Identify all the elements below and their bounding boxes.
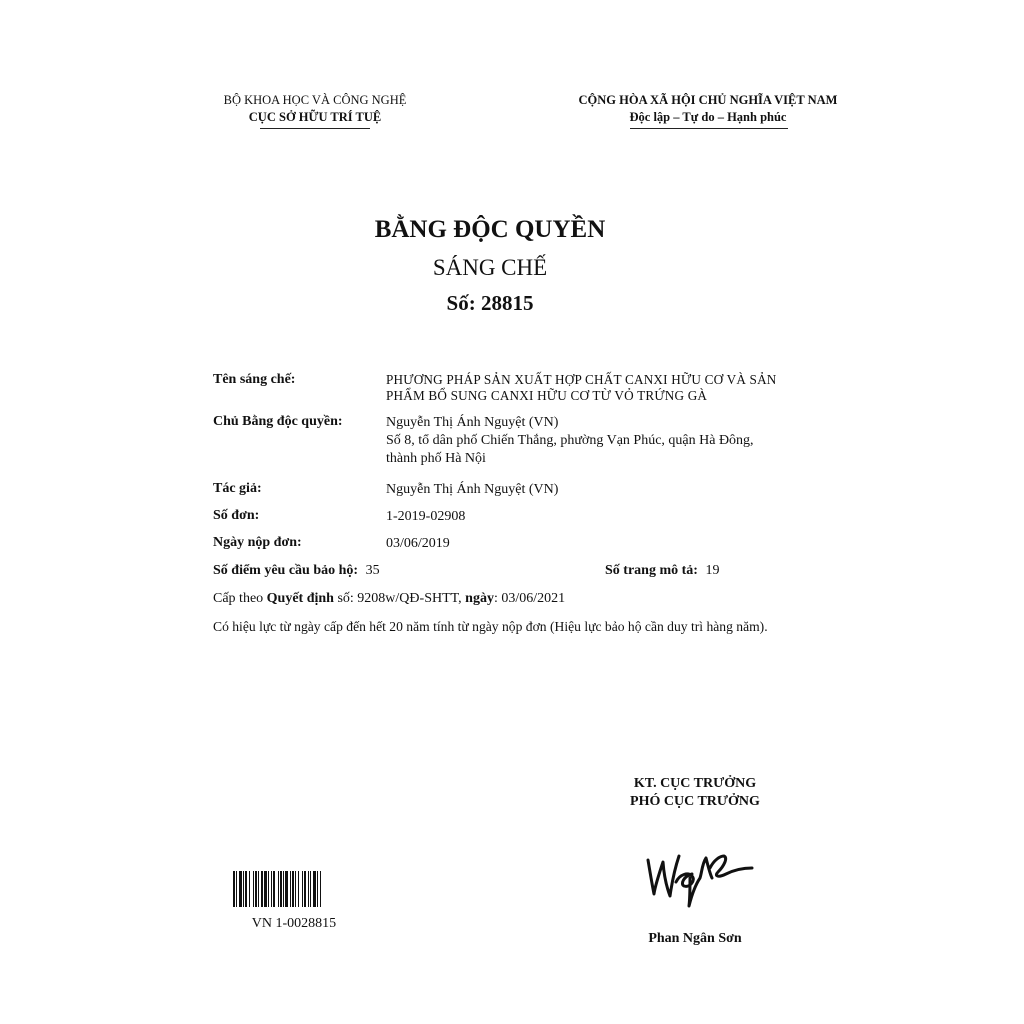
barcode — [233, 871, 355, 907]
barcode-bar — [302, 871, 303, 907]
barcode-bar — [320, 871, 321, 907]
pages-value: 19 — [705, 563, 720, 578]
ministry-header — [215, 92, 415, 126]
decision-date: : 03/06/2021 — [493, 591, 566, 606]
barcode-bar — [273, 871, 275, 907]
decision-line — [213, 591, 565, 607]
barcode-bar — [239, 871, 242, 907]
author-label: Tác giả: — [213, 481, 262, 496]
left-header-rule — [260, 128, 370, 129]
document-subtitle: SÁNG CHẾ — [432, 255, 548, 280]
barcode-bar — [278, 871, 279, 907]
signatory-title — [560, 775, 830, 811]
invention-label: Tên sáng chế: — [213, 372, 296, 387]
barcode-bar — [290, 871, 291, 907]
ministry-name: BỘ KHOA HỌC VÀ CÔNG NGHỆ — [223, 93, 407, 107]
owner-address-2: thành phố Hà Nội — [386, 451, 486, 466]
owner-value — [386, 414, 754, 468]
claims-row — [213, 563, 380, 579]
barcode-bar — [308, 871, 309, 907]
owner-address-1: Số 8, tổ dân phố Chiến Thắng, phường Vạn Phúc, quận Hà Đông, — [386, 433, 754, 448]
decision-keyword: Quyết định — [266, 591, 334, 606]
owner-name: Nguyễn Thị Ánh Nguyệt (VN) — [386, 415, 559, 430]
barcode-bar — [310, 871, 311, 907]
motto: Độc lập – Tự do – Hạnh phúc — [629, 110, 787, 124]
filing-date-label: Ngày nộp đơn: — [213, 535, 302, 550]
barcode-bar — [295, 871, 296, 907]
barcode-bar — [271, 871, 272, 907]
barcode-bar — [285, 871, 288, 907]
barcode-bar — [268, 871, 269, 907]
patent-number: Số: 28815 — [446, 291, 534, 315]
barcode-bar — [253, 871, 254, 907]
signatory-title-1: KT. CỤC TRƯỞNG — [633, 776, 757, 791]
invention-value — [386, 372, 777, 404]
barcode-bar — [261, 871, 263, 907]
validity-statement: Có hiệu lực từ ngày cấp đến hết 20 năm tính từ ngày nộp đơn (Hiệu lực bảo hộ cần duy trì hàng năm). — [213, 619, 768, 634]
application-number-value: 1-2019-02908 — [386, 509, 466, 524]
document-title: BẰNG ĐỘC QUYỀN — [374, 216, 606, 243]
barcode-bar — [255, 871, 257, 907]
barcode-bar — [243, 871, 244, 907]
barcode-bar — [304, 871, 306, 907]
barcode-bar — [233, 871, 235, 907]
filing-date-value: 03/06/2019 — [386, 536, 450, 551]
national-header — [568, 92, 848, 126]
author-value: Nguyễn Thị Ánh Nguyệt (VN) — [386, 482, 559, 497]
right-header-rule — [630, 128, 788, 129]
decision-prefix: Cấp theo — [213, 591, 267, 606]
barcode-bar — [249, 871, 250, 907]
office-name: CỤC SỞ HỮU TRÍ TUỆ — [248, 110, 382, 124]
decision-date-keyword: ngày — [465, 591, 494, 606]
owner-label: Chủ Bằng độc quyền: — [213, 414, 343, 429]
claims-value: 35 — [365, 563, 380, 578]
barcode-bar — [280, 871, 282, 907]
pages-row — [605, 563, 719, 579]
application-number-label: Số đơn: — [213, 508, 260, 523]
decision-number: số: 9208w/QĐ-SHTT, — [333, 591, 466, 606]
pages-label: Số trang mô tả: — [605, 563, 698, 578]
barcode-bar — [317, 871, 318, 907]
signatory-name: Phan Ngân Sơn — [648, 931, 742, 946]
invention-line-1: PHƯƠNG PHÁP SẢN XUẤT HỢP CHẤT CANXI HỮU CƠ VÀ SẢN — [386, 372, 777, 387]
signatory-title-2: PHÓ CỤC TRƯỞNG — [630, 794, 760, 809]
country-name: CỘNG HÒA XÃ HỘI CHỦ NGHĨA VIỆT NAM — [578, 93, 838, 107]
barcode-bar — [264, 871, 267, 907]
barcode-bar — [292, 871, 294, 907]
barcode-bar — [236, 871, 237, 907]
invention-line-2: PHẨM BỔ SUNG CANXI HỮU CƠ TỪ VỎ TRỨNG GÀ — [386, 388, 708, 403]
barcode-bar — [298, 871, 299, 907]
barcode-bar — [313, 871, 316, 907]
barcode-number: VN 1-0028815 — [251, 916, 337, 931]
barcode-bar — [258, 871, 259, 907]
handwritten-signature — [640, 838, 760, 910]
barcode-bar — [245, 871, 247, 907]
barcode-bar — [283, 871, 284, 907]
claims-label: Số điểm yêu cầu bảo hộ: — [213, 563, 359, 578]
